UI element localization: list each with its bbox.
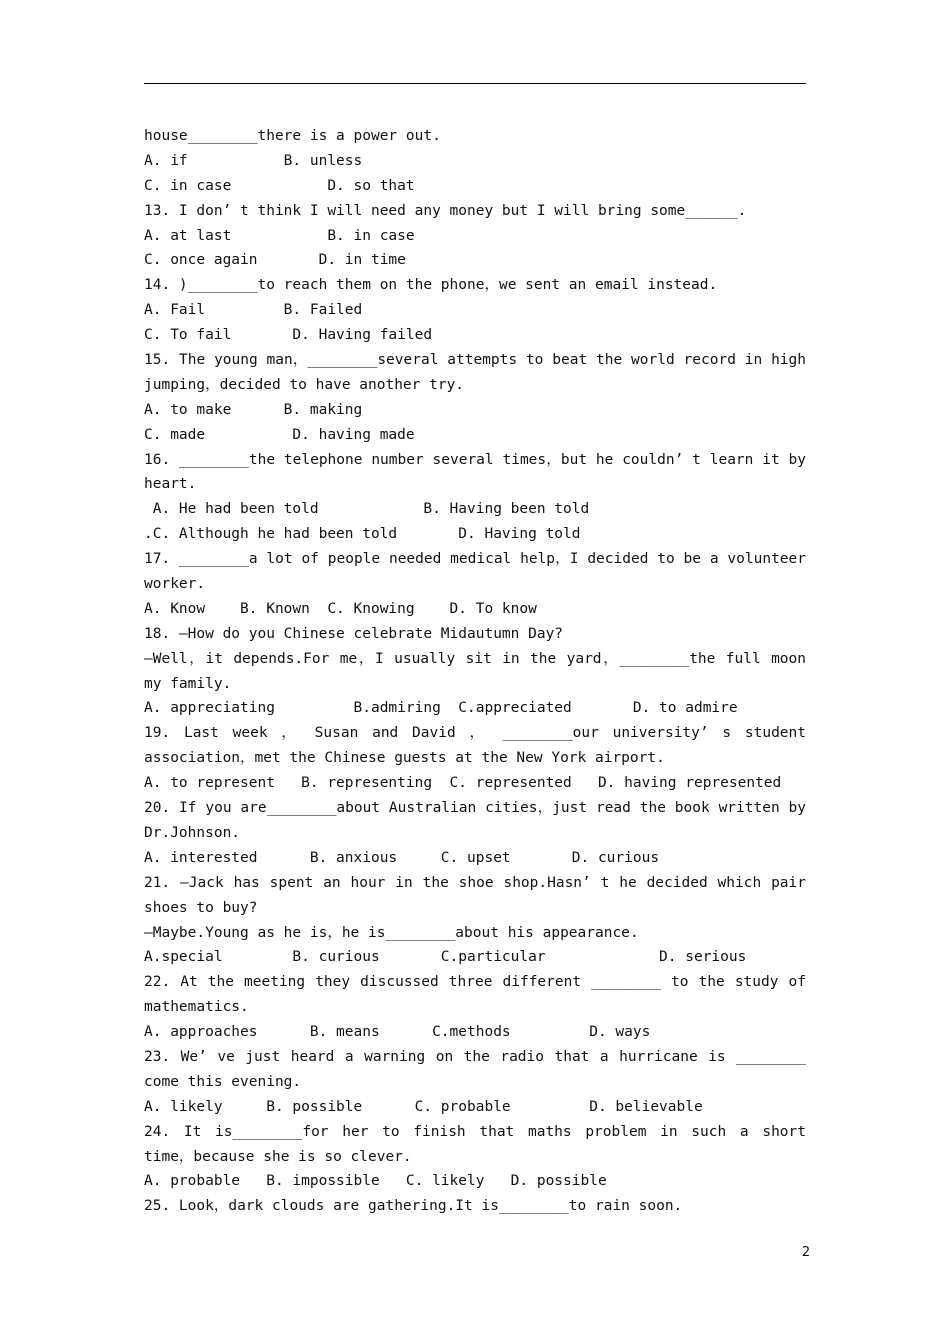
text-line: association，met the Chinese guests at the New York airport. [144,750,665,767]
text-line: house________there is a power out. [144,128,441,144]
text-line: A. appreciating B.admiring C.appreciated D. to admire [144,700,738,717]
page-number: 2 [801,1245,811,1260]
text-line: C. in case D. so that [144,177,415,194]
text-line: A. at last B. in case [144,227,415,244]
text-line: A. to represent B. representing C. represented D. having represented [144,775,782,792]
text-line: 19. Last week ， Susan and David ， ________our university’ s student [144,725,806,742]
text-line: C. made D. having made [144,426,415,443]
text-line: heart. [144,476,197,493]
header-rule [144,83,806,84]
text-line: 21. —Jack has spent an hour in the shoe shop.Hasn’ t he decided which pair [144,874,806,891]
text-line: A. He had been told B. Having been told [144,501,590,518]
text-line: A.special B. curious C.particular D. serious [144,949,747,966]
text-line: Dr.Johnson. [144,824,241,841]
text-line: C. To fail D. Having failed [144,327,433,344]
text-line: A. likely B. possible C. probable D. believable [144,1098,703,1115]
text-line: 24. It is________for her to finish that maths problem in such a short [144,1123,806,1140]
text-line: A. interested B. anxious C. upset D. curious [144,849,660,866]
text-line: 20. If you are________about Australian cities，just read the book written by [144,800,806,817]
text-line: come this evening. [144,1073,302,1090]
question-list [144,124,806,1219]
text-line: A. to make B. making [144,401,363,418]
text-line: A. Fail B. Failed [144,302,363,319]
text-line: 22. At the meeting they discussed three different ________ to the study of [144,974,806,991]
text-line: —Well，it depends.For me，I usually sit in the yard，________the full moon [144,650,806,667]
text-line: jumping，decided to have another try. [144,376,465,393]
text-line: 23. We’ ve just heard a warning on the radio that a hurricane is ________ [144,1048,806,1065]
text-line: 15. The young man，________several attempts to beat the world record in high [144,352,806,369]
text-line: time，because she is so clever. [144,1148,412,1165]
text-line: —Maybe.Young as he is，he is________about his appearance. [144,924,639,941]
text-line: A. probable B. impossible C. likely D. possible [144,1173,607,1190]
text-line: 13. I don’ t think I will need any money but I will bring some______. [144,202,747,219]
text-line: A. if B. unless [144,152,363,169]
text-line: A. Know B. Known C. Knowing D. To know [144,600,537,617]
text-line: my family. [144,675,232,692]
text-line: 18. —How do you Chinese celebrate Midautumn Day? [144,625,564,642]
text-line: .C. Although he had been told D. Having told [144,526,581,543]
text-line: worker. [144,576,206,593]
text-line: 16. ________the telephone number several times，but he couldn’ t learn it by [144,451,806,468]
text-line: 25. Look，dark clouds are gathering.It is________to rain soon. [144,1198,683,1215]
text-line: C. once again D. in time [144,252,406,269]
text-line: shoes to buy? [144,899,258,916]
text-line: 14. )________to reach them on the phone，we sent an email instead. [144,277,718,294]
text-line: 17. ________a lot of people needed medical help，I decided to be a volunteer [144,551,806,568]
text-line: mathematics. [144,999,249,1016]
text-line: A. approaches B. means C.methods D. ways [144,1024,651,1041]
